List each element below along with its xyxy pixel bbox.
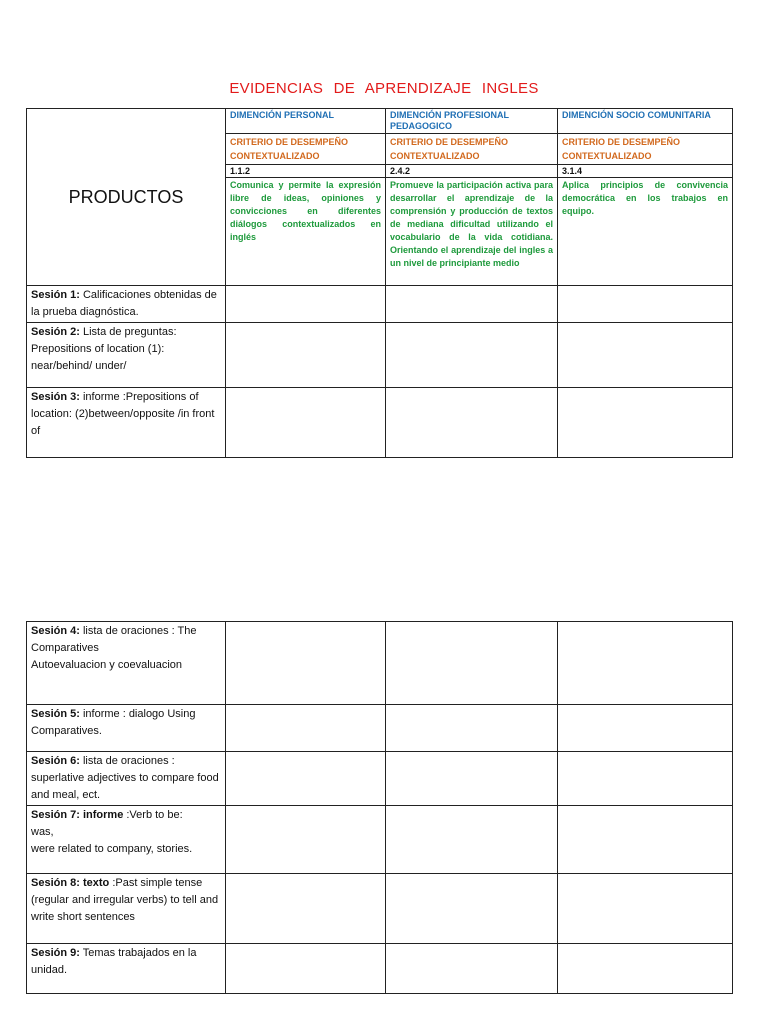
session-1-cell	[27, 286, 226, 323]
session-row	[27, 874, 733, 944]
empty-cell	[558, 944, 733, 994]
session-text: :Verb to be:	[126, 809, 183, 821]
session-row	[27, 806, 733, 874]
session-row	[27, 622, 733, 705]
session-text: lista de oraciones :	[82, 755, 175, 767]
evidence-table-header	[26, 108, 733, 458]
empty-cell	[226, 874, 386, 944]
empty-cell	[226, 323, 386, 388]
dimension-profesional-header: DIMENCIÓN PROFESIONAL PEDAGOGICO	[386, 109, 558, 134]
criterio-personal: CRITERIO DE DESEMPEÑO CONTEXTUALIZADO	[226, 134, 386, 165]
code-personal: 1.1.2	[226, 165, 386, 178]
session-label: Sesión 6:	[31, 755, 80, 767]
empty-cell	[226, 705, 386, 752]
empty-cell	[226, 286, 386, 323]
code-socio: 3.1.4	[558, 165, 733, 178]
session-text: Autoevaluacion y coevaluacion	[31, 659, 183, 671]
empty-cell	[386, 388, 558, 458]
session-7-cell	[27, 806, 226, 874]
session-text: Prepositions of location (1): near/behind/ under/	[31, 343, 165, 372]
dimension-personal-header: DIMENCIÓN PERSONAL	[226, 109, 386, 134]
empty-cell	[558, 286, 733, 323]
empty-cell	[558, 622, 733, 705]
session-label: Sesión 1:	[31, 289, 80, 301]
session-label: Sesión 9:	[31, 947, 80, 959]
description-socio: Aplica principios de convivencia democrática en los trabajos en equipo.	[558, 178, 733, 286]
empty-cell	[558, 874, 733, 944]
session-8-cell	[27, 874, 226, 944]
empty-cell	[386, 323, 558, 388]
empty-cell	[226, 622, 386, 705]
session-row	[27, 323, 733, 388]
empty-cell	[558, 806, 733, 874]
criterio-socio: CRITERIO DE DESEMPEÑO CONTEXTUALIZADO	[558, 134, 733, 165]
empty-cell	[226, 806, 386, 874]
session-row	[27, 705, 733, 752]
code-profesional: 2.4.2	[386, 165, 558, 178]
session-4-cell	[27, 622, 226, 705]
session-2-cell	[27, 323, 226, 388]
session-text: informe :Prepositions of location: (2)between/opposite /in front of	[31, 391, 215, 437]
session-text: write short sentences	[31, 911, 135, 923]
description-profesional: Promueve la participación activa para desarrollar el aprendizaje de la comprensión y producción de textos de mediana dificultad utilizando el vocabulario de la vida cotidiana. Orientando el aprendizaje del ingles a un nivel de principiante medio	[386, 178, 558, 286]
session-9-cell	[27, 944, 226, 994]
session-label: Sesión 3:	[31, 391, 80, 403]
session-keyword: texto	[82, 877, 110, 889]
session-row	[27, 286, 733, 323]
session-row	[27, 388, 733, 458]
session-text: Lista de preguntas:	[82, 326, 177, 338]
session-keyword: informe	[82, 809, 124, 821]
empty-cell	[558, 388, 733, 458]
session-text: superlative adjectives to compare food and meal, ect.	[31, 772, 219, 801]
session-row	[27, 944, 733, 994]
empty-cell	[386, 286, 558, 323]
empty-cell	[386, 752, 558, 806]
session-6-cell	[27, 752, 226, 806]
empty-cell	[386, 705, 558, 752]
dimension-socio-header: DIMENCIÓN SOCIO COMUNITARIA	[558, 109, 733, 134]
session-label: Sesión 8:	[31, 877, 80, 889]
description-personal: Comunica y permite la expresión libre de ideas, opiniones y convicciones en diferentes diálogos contextualizados en inglés	[226, 178, 386, 286]
session-text: lista de oraciones : The Comparatives	[31, 625, 197, 654]
session-text: was,	[31, 826, 54, 838]
empty-cell	[558, 323, 733, 388]
empty-cell	[386, 806, 558, 874]
session-label: Sesión 4:	[31, 625, 80, 637]
document-title: EVIDENCIAS DE APRENDIZAJE INGLES	[229, 80, 539, 97]
criterio-profesional: CRITERIO DE DESEMPEÑO CONTEXTUALIZADO	[386, 134, 558, 165]
session-text: Calificaciones obtenidas de la prueba diagnóstica.	[31, 289, 217, 318]
session-label: Sesión 7:	[31, 809, 80, 821]
empty-cell	[226, 752, 386, 806]
empty-cell	[386, 944, 558, 994]
session-text: informe : dialogo Using Comparatives.	[31, 708, 196, 737]
session-text: were related to company, stories.	[31, 843, 193, 855]
session-label: Sesión 2:	[31, 326, 80, 338]
productos-cell	[27, 109, 226, 286]
session-row	[27, 752, 733, 806]
empty-cell	[558, 705, 733, 752]
session-3-cell	[27, 388, 226, 458]
empty-cell	[558, 752, 733, 806]
session-5-cell	[27, 705, 226, 752]
session-label: Sesión 5:	[31, 708, 80, 720]
session-text: :Past simple tense (regular and irregular verbs) to tell and	[31, 877, 219, 906]
empty-cell	[386, 622, 558, 705]
empty-cell	[226, 944, 386, 994]
empty-cell	[386, 874, 558, 944]
session-text: Temas trabajados en la unidad.	[31, 947, 197, 976]
empty-cell	[226, 388, 386, 458]
productos-label: PRODUCTOS	[68, 186, 184, 207]
evidence-table-sessions	[26, 621, 733, 994]
